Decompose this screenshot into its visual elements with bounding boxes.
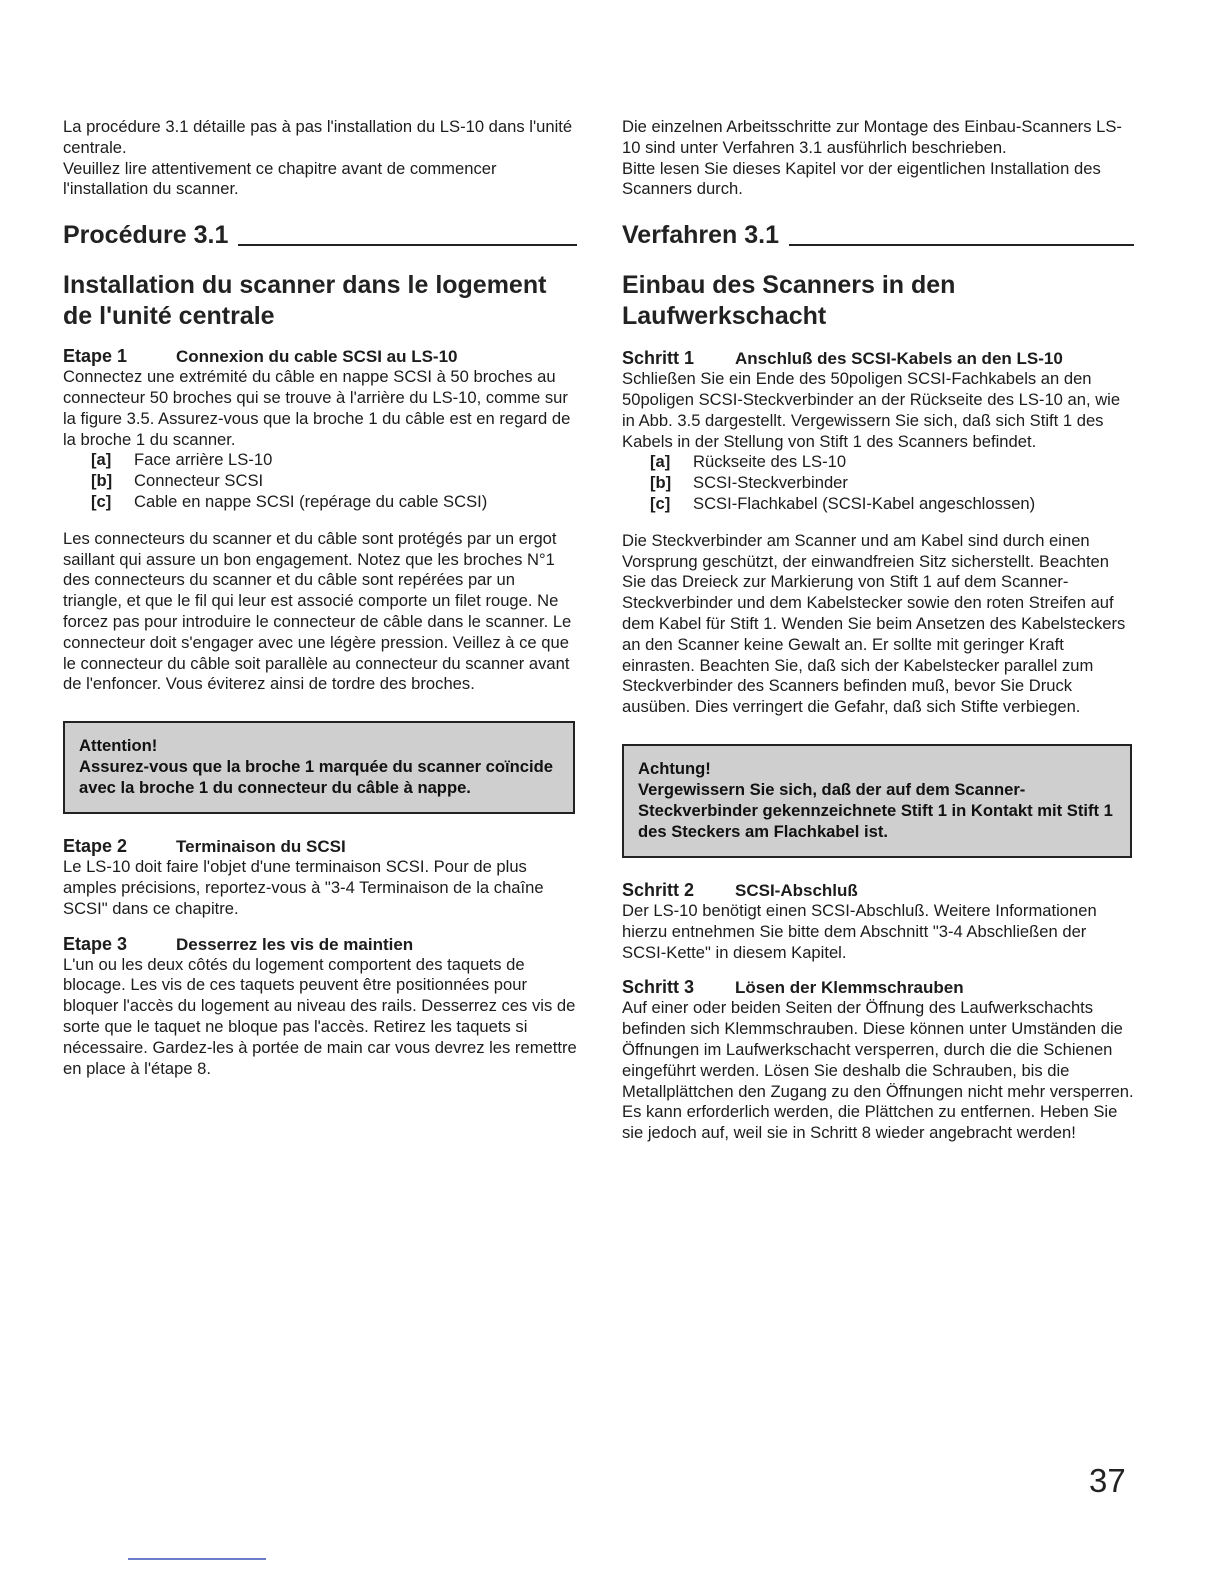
step-title: SCSI-Abschluß [735,880,858,900]
step-header [63,934,577,955]
legend-item: [a] Face arrière LS-10 [91,450,273,470]
heading-rule [789,244,1134,246]
step-number: Etape 3 [63,933,128,954]
footer-rule [128,1558,266,1560]
warning-box [622,744,1132,858]
intro-paragraph: Die einzelnen Arbeitsschritte zur Montage des Einbau-Scanners LS-10 sind unter Verfahren 3.1 ausführlich beschrieben. [622,117,1122,157]
procedure-heading [63,220,577,250]
legend-item: [a] Rückseite des LS-10 [650,452,847,472]
step-number: Schritt 2 [622,879,695,900]
warning-text: Assurez-vous que la broche 1 marquée du scanner coïncide avec la broche 1 du connecteur du câble à nappe. [79,757,553,798]
step-header [622,977,1134,998]
step-body: Auf einer oder beiden Seiten der Öffnung des Laufwerkschachts befinden sich Klemmschrauben. Diese können unter Umständen die Öffnungen im Laufwerkschacht versperren, durch die die Schienen eingeführt werden. Lösen Sie deshalb die Schrauben, bis die Metallplättchen den Zugang zu den Öffnungen nicht mehr versperren. Es kann erforderlich werden, die Plättchen zu entfernen. Heben Sie sie jedoch auf, weil sie in Schritt 8 wieder angebracht werden! [622,998,1134,1143]
legend-item: [c] Cable en nappe SCSI (repérage du cable SCSI) [91,491,488,511]
step-header [622,880,1134,901]
step-3 [63,934,577,1080]
step-2 [63,836,577,919]
warning-text: Vergewissern Sie sich, daß der auf dem Scanner-Steckverbinder gekennzeichnete Stift 1 in Kontakt mit Stift 1 des Steckers am Flachkabel ist. [638,779,1113,841]
legend-item: [c] SCSI-Flachkabel (SCSI-Kabel angeschlossen) [650,493,1036,513]
section-title: Installation du scanner dans le logement de l'unité centrale [63,271,547,331]
legend-item: [b] SCSI-Steckverbinder [650,473,848,493]
intro-paragraph: Bitte lesen Sie dieses Kapitel vor der eigentlichen Installation des Scanners durch. [622,158,1101,199]
heading-rule [238,244,577,246]
step-body: Connectez une extrémité du câble en nappe SCSI à 50 broches au connecteur 50 broches qui se trouve à l'arrière du LS-10, comme sur la figure 3.5. Assurez-vous que la broche 1 du câble est en regard de la broche 1 du scanner. [63,367,571,449]
step-paragraph: Les connecteurs du scanner et du câble sont protégés par un ergot saillant qui assure un bon engagement. Notez que les broches N°1 des connecteurs du scanner et du câble sont repérées par un triangle, et que le fil qui leur est associé comporte un filet rouge. Ne forcez pas pour introduire le connecteur de câble dans le scanner. Le connecteur doit s'engager avec une légère pression. Veillez à ce que le connecteur du câble soit parallèle au connecteur du scanner avant de l'enfoncer. Vous éviterez ainsi de tordre des broches. [63,528,572,694]
warning-title: Attention! [79,736,158,756]
procedure-title: Procédure 3.1 [63,221,229,250]
step-title: Anschluß des SCSI-Kabels an den LS-10 [735,349,1063,369]
german-column [622,117,1134,1144]
legend-list [63,450,577,512]
step-body: Der LS-10 benötigt einen SCSI-Abschluß. Weitere Informationen hierzu entnehmen Sie bitte dem Abschnitt "3-4 Abschließen der SCSI-Kette" in diesem Kapitel. [622,900,1097,962]
procedure-heading [622,220,1134,250]
intro-paragraph: La procédure 3.1 détaille pas à pas l'installation du LS-10 dans l'unité centrale. [63,117,573,157]
step-title: Lösen der Klemmschrauben [735,978,964,998]
step-paragraph: Die Steckverbinder am Scanner und am Kabel sind durch einen Vorsprung geschützt, der einwandfreien Sitz sicherstellt. Beachten Sie das Dreieck zur Markierung von Stift 1 auf dem Scanner-Steckverbinder und dem Kabelstecker sowie den roten Streifen auf dem Kabel für Stift 1. Wenden Sie beim Ansetzen des Kabelsteckers an den Scanner keine Gewalt an. Er sollte mit geringer Kraft einrasten. Beachten Sie, daß sich der Kabelstecker parallel zum Steckverbinder des Scanners befinden muß, bevor Sie Druck ausüben. Dies verringert die Gefahr, daß sich Stifte verbiegen. [622,530,1126,717]
intro [63,117,577,200]
step-header [622,348,1134,369]
step-1 [63,346,577,695]
step-title: Desserrez les vis de maintien [176,934,414,954]
step-body: L'un ou les deux côtés du logement comportent des taquets de blocage. Les vis de ces taquets peuvent être positionnées pour bloquer l'accès du logement au niveau des rails. Desserrez ces vis de sorte que le taquet ne bloque pas l'accès. Retirez les taquets si nécessaire. Gardez-les à portée de main car vous devrez les remettre en place à l'étape 8. [63,954,577,1078]
legend-list [622,452,1134,514]
step-3 [622,977,1134,1144]
step-title: Connexion du cable SCSI au LS-10 [176,347,458,367]
step-2 [622,880,1134,963]
step-header [63,346,577,367]
procedure-title: Verfahren 3.1 [622,221,780,250]
step-1 [622,348,1134,718]
step-number: Etape 2 [63,836,128,857]
step-header [63,836,577,857]
step-number: Etape 1 [63,346,128,367]
page-number: 37 [1089,1462,1126,1499]
step-body: Schließen Sie ein Ende des 50poligen SCSI-Fachkabels an den 50poligen SCSI-Steckverbinder an der Rückseite des LS-10 an, wie in Abb. 3.5 dargestellt. Vergewissern Sie sich, daß sich Stift 1 des Kabels in der Stellung von Stift 1 des Scanners befindet. [622,369,1121,451]
intro-paragraph: Veuillez lire attentivement ce chapitre avant de commencer l'installation du scanner. [63,158,497,199]
step-number: Schritt 3 [622,977,695,998]
section-title: Einbau des Scanners in den Laufwerkschacht [622,271,956,331]
intro [622,117,1134,200]
warning-box [63,721,575,814]
step-number: Schritt 1 [622,348,695,369]
warning-title: Achtung! [638,758,711,778]
french-column [63,117,577,1079]
legend-item: [b] Connecteur SCSI [91,471,264,491]
step-body: Le LS-10 doit faire l'objet d'une terminaison SCSI. Pour de plus amples précisions, reportez-vous à "3-4 Terminaison de la chaîne SCSI" dans ce chapitre. [63,857,544,918]
step-title: Terminaison du SCSI [176,837,346,857]
